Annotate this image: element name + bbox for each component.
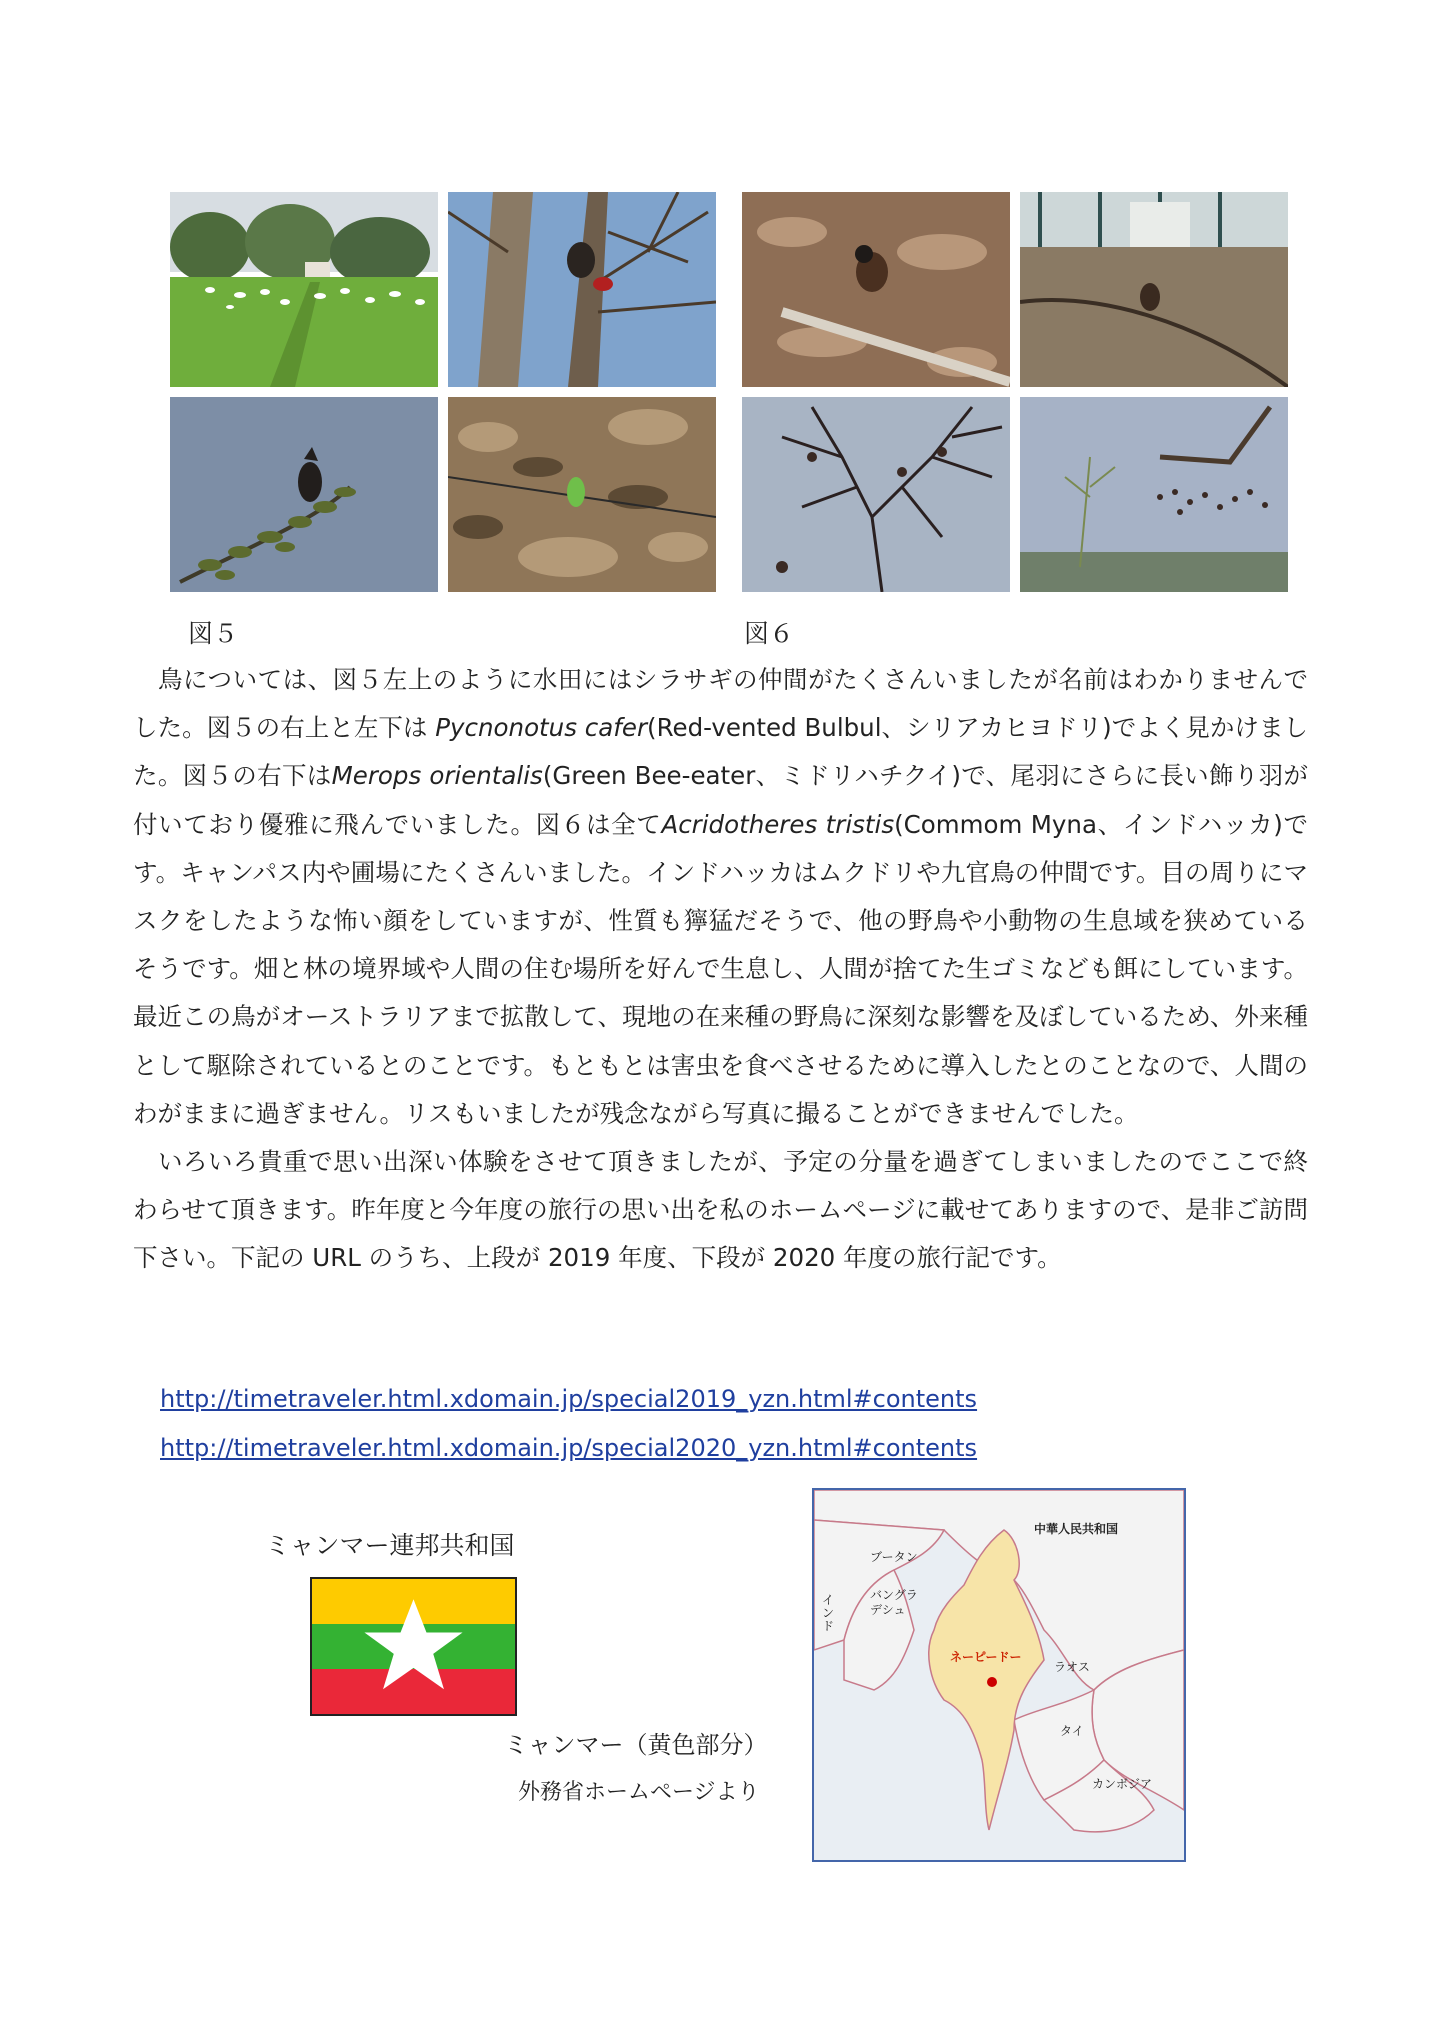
map-label-bhutan: ブータン xyxy=(870,1550,918,1564)
body-text xyxy=(133,656,1308,1283)
photo-myna-on-branch xyxy=(1020,192,1288,387)
map-caption: ミャンマー（黄色部分） xyxy=(504,1731,768,1759)
photo-bulbul-on-twig xyxy=(170,397,438,592)
map-label-thailand: タイ xyxy=(1060,1724,1084,1738)
photo-bee-eater-on-wire xyxy=(448,397,716,592)
flag-title: ミャンマー連邦共和国 xyxy=(265,1531,515,1560)
species-name: Merops orientalis xyxy=(331,761,543,791)
species-name: Acridotheres tristis xyxy=(661,809,895,839)
photo-birds-flying xyxy=(1020,397,1288,592)
link-2019-travelogue[interactable]: http://timetraveler.html.xdomain.jp/special2019_yzn.html#contents xyxy=(160,1385,978,1413)
map-source: 外務省ホームページより xyxy=(518,1780,760,1805)
myanmar-map xyxy=(812,1488,1186,1862)
map-label-bangladesh: バングラデシュ xyxy=(870,1588,918,1617)
link-2020-travelogue[interactable]: http://timetraveler.html.xdomain.jp/special2020_yzn.html#contents xyxy=(160,1434,978,1462)
map-label-naypyidaw: ネーピードー xyxy=(950,1650,1022,1664)
photo-birds-in-bare-tree xyxy=(742,397,1010,592)
photo-bulbul-on-branch xyxy=(448,192,716,387)
photo-egrets-rice-field xyxy=(170,192,438,387)
figure-6-caption: 図６ xyxy=(744,619,795,648)
map-label-india: インド xyxy=(822,1593,835,1633)
map-label-laos: ラオス xyxy=(1054,1660,1090,1674)
paragraph-birds: 鳥については、図５左上のように水田にはシラサギの仲間がたくさんいましたが名前はわかりませんでした。図５の右上と左下は Pycnonotus cafer(Red-vented Bulbul、シリアカヒヨドリ)でよく見かけました。図５の右下はMerops orientalis(Green Bee-eater、ミドリハチクイ)で、尾羽にさらに長い飾り羽が付いており優雅に飛んでいました。図６は全てAcridotheres tristis(Commom Myna、インドハッカ)です。キャンパス内や圃場にたくさんいました。インドハッカはムクドリや九官鳥の仲間です。目の周りにマスクをしたような怖い顔をしていますが、性質も獰猛だそうで、他の野鳥や小動物の生息域を狭めているそうです。畑と林の境界域や人間の住む場所を好んで生息し、人間が捨てた生ゴミなども餌にしています。最近この鳥がオーストラリアまで拡散して、現地の在来種の野鳥に深刻な影響を及ぼしているため、外来種として駆除されているとのことです。もともとは害虫を食べさせるために導入したとのことなので、人間のわがままに過ぎません。リスもいましたが残念ながら写真に撮ることができませんでした。 xyxy=(133,665,1309,1128)
paragraph-closing: いろいろ貴重で思い出深い体験をさせて頂きましたが、予定の分量を過ぎてしまいましたのでここで終わらせて頂きます。昨年度と今年度の旅行の思い出を私のホームページに載せてありますので、是非ご訪問下さい。下記の URL のうち、上段が 2019 年度、下段が 2020 年度の旅行記です。 xyxy=(133,1147,1308,1273)
map-label-china: 中華人民共和国 xyxy=(1034,1522,1119,1536)
species-name: Pycnonotus cafer xyxy=(435,713,648,743)
myanmar-flag xyxy=(310,1577,517,1716)
map-label-cambodia: カンボジア xyxy=(1092,1777,1153,1791)
photo-myna-on-ground xyxy=(742,192,1010,387)
figure-5-caption: 図５ xyxy=(188,619,239,648)
